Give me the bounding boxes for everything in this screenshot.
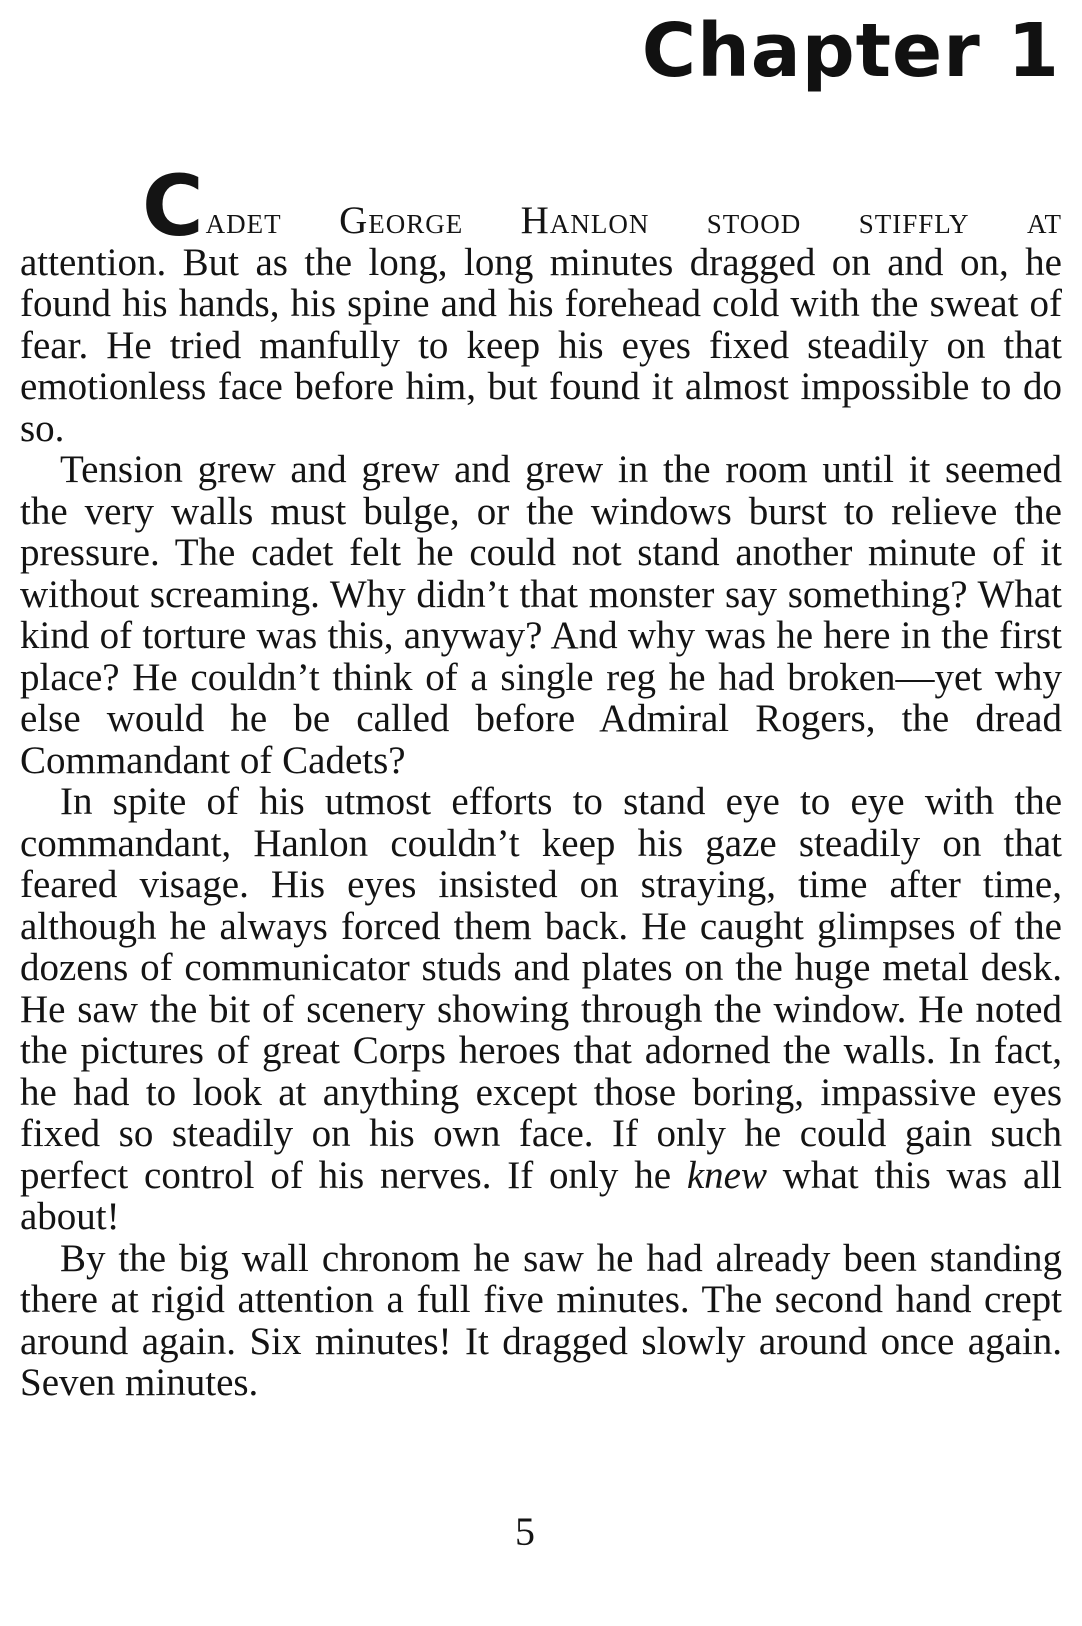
body-text [20,157,1062,1404]
paragraph-3-text-after: what this was all about! [20,1153,1062,1238]
paragraph-4-text: By the big wall chronom he saw he had already been standing there at rigid attention a full five minutes. The second hand crept around again. Six minutes! It dragged slowly around once again. Seven minutes. [20,1236,1062,1404]
chapter-heading: Chapter 1 [641,8,1060,94]
paragraph-3 [20,781,1062,1238]
drop-cap: C [142,157,204,255]
paragraph-3-emphasis: knew [686,1153,767,1197]
paragraph-3-text: In spite of his utmost efforts to stand eye to eye with the commandant, Hanlon couldn’t keep his gaze steadily on that feared visage. His eyes insisted on straying, time after time, although he always forced them back. He caught glimpses of the dozens of communicator studs and plates on the huge metal desk. He saw the bit of scenery showing through the window. He noted the pictures of great Corps heroes that adorned the walls. In fact, he had to look at anything except those boring, impassive eyes fixed so steadily on his own face. If only he could gain such perfect control of his nerves. If only he [20,780,1062,1197]
paragraph-4 [20,1238,1062,1404]
paragraph-2 [20,449,1062,781]
paragraph-1 [20,157,1062,450]
page-number: 5 [515,1509,535,1554]
paragraph-1-text: attention. But as the long, long minutes dragged on and on, he found his hands, his spine and his forehead cold with the sweat of fear. He tried manfully to keep his eyes fixed steadily on that emotionless face before him, but found it almost impossible to do so. [20,240,1062,450]
paragraph-2-text: Tension grew and grew and grew in the room until it seemed the very walls must bulge, or the windows burst to relieve the pressure. The cadet felt he could not stand another minute of it without screaming. Why didn’t that monster say something? What kind of torture was this, anyway? And why was he here in the first place? He couldn’t think of a single reg he had broken—yet why else would he be called before Admiral Rogers, the dread Commandant of Cadets? [20,448,1062,782]
opening-line [20,157,1062,255]
opening-smallcaps: adet George Hanlon stood stiffly at [205,199,1062,242]
